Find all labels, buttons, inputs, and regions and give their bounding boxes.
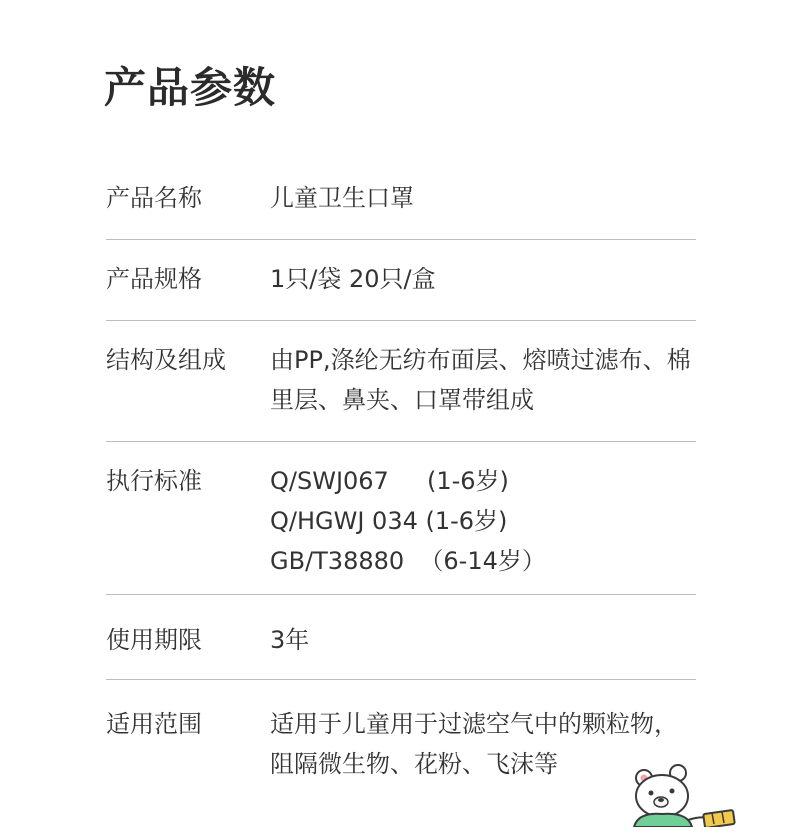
- param-value-line: 阻隔微生物、花粉、飞沫等: [270, 750, 558, 778]
- bear-mascot-icon: [626, 760, 790, 827]
- param-value: [270, 178, 696, 218]
- param-value-line: GB/T38880 （6-14岁）: [270, 547, 546, 575]
- param-value: [270, 461, 696, 581]
- param-row-standard: [106, 442, 696, 595]
- param-value-line: 3年: [270, 626, 310, 654]
- param-value: [270, 340, 696, 420]
- param-value-line: 由PP,涤纶无纺布面层、熔喷过滤布、棉: [270, 346, 691, 374]
- param-row-scope: [106, 680, 696, 794]
- param-label: 产品名称: [106, 184, 202, 212]
- param-label: 产品规格: [106, 265, 202, 293]
- page-title: 产品参数: [104, 63, 277, 112]
- param-label: 使用期限: [106, 626, 202, 654]
- parameter-table: [106, 158, 696, 794]
- param-value-line: 儿童卫生口罩: [270, 184, 414, 212]
- param-value-line: 里层、鼻夹、口罩带组成: [270, 386, 534, 414]
- param-value-line: 1只/袋 20只/盒: [270, 265, 436, 293]
- param-value-line: Q/HGWJ 034 (1-6岁): [270, 507, 508, 535]
- param-value-line: 适用于儿童用于过滤空气中的颗粒物，: [270, 710, 678, 738]
- param-row-product-name: [106, 158, 696, 240]
- param-label: 结构及组成: [106, 346, 226, 374]
- param-value: [270, 620, 696, 660]
- param-row-product-spec: [106, 240, 696, 321]
- param-row-structure: [106, 321, 696, 442]
- param-label: 适用范围: [106, 710, 202, 738]
- param-value-line: Q/SWJ067 (1-6岁): [270, 467, 509, 495]
- param-label: 执行标准: [106, 467, 202, 495]
- param-value: [270, 259, 696, 299]
- param-row-shelf-life: [106, 595, 696, 680]
